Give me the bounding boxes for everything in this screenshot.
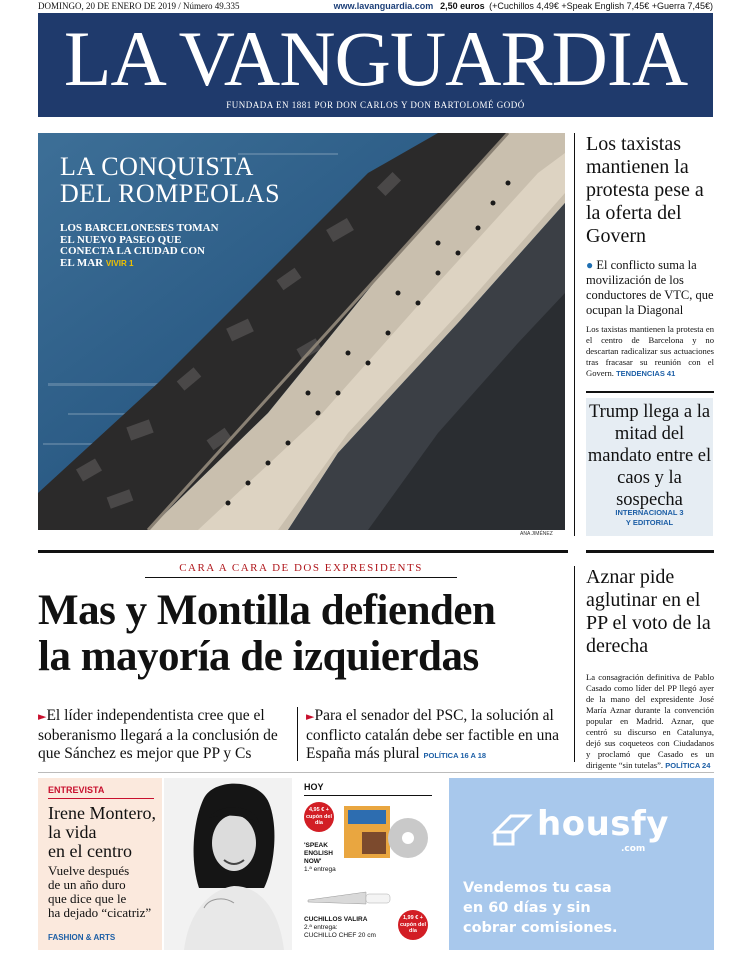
promos-today[interactable] bbox=[298, 778, 438, 950]
english-title-line1: 'SPEAK bbox=[304, 842, 328, 849]
aznar-headline[interactable]: Aznar pide aglutinar en el PP el voto de la derecha bbox=[586, 566, 711, 657]
main-headline[interactable] bbox=[38, 588, 568, 680]
aznar-body-text: La consagración definitiva de Pablo Casado como líder del PP llegó ayer de la mano del expresidente José María Aznar durante la convención popular en Madrid. Aznar, que centró su discurso en Catalunya, dejó sus coqueteos con Ciudadanos y proclamó que Casado es un dirigente “sin tutelas”. bbox=[586, 672, 714, 770]
deck-divider bbox=[297, 707, 298, 761]
promos-heading: HOY bbox=[304, 782, 324, 792]
knife-sub1: 2.ª entrega: bbox=[304, 924, 338, 931]
interview-section[interactable]: FASHION & ARTS bbox=[48, 933, 116, 942]
site-url-link[interactable]: www.lavanguardia.com bbox=[333, 1, 434, 11]
masthead bbox=[38, 13, 713, 117]
column-divider bbox=[574, 133, 575, 536]
interview-tag: ENTREVISTA bbox=[48, 785, 105, 795]
main-headline-line2: la mayoría de izquierdas bbox=[38, 633, 479, 680]
aznar-body bbox=[586, 672, 714, 771]
interview-name bbox=[48, 804, 156, 861]
photo-title bbox=[60, 153, 280, 207]
deck-mas bbox=[38, 707, 296, 764]
trump-headline[interactable]: Trump llega a la mitad del mandato entre el caos y la sospecha bbox=[587, 402, 712, 510]
trump-section-ref[interactable] bbox=[586, 508, 713, 528]
english-promo-text bbox=[304, 842, 336, 874]
photo-title-line2: DEL ROMPEOLAS bbox=[60, 179, 281, 208]
taxi-lead-text: El conflicto suma la movilización de los conductores de VTC, que ocupan la Diagonal bbox=[586, 258, 714, 317]
housfy-domain: .com bbox=[621, 844, 646, 854]
knife-promo-text bbox=[304, 916, 376, 940]
deck-montilla-text: Para el senador del PSC, la solución al conflicto catalán debe ser factible en una España más plural bbox=[306, 707, 560, 762]
knife-icon bbox=[306, 886, 392, 912]
trump-ref-line2: Y EDITORIAL bbox=[625, 518, 674, 527]
main-story-rule bbox=[38, 550, 568, 553]
slogan-line1: Vendemos tu casa bbox=[463, 880, 612, 896]
trump-story[interactable] bbox=[586, 398, 713, 536]
english-sub: 1.ª entrega bbox=[304, 866, 336, 873]
price-extras: (+Cuchillos 4,49€ +Speak English 7,45€ +Guerra 7,45€) bbox=[489, 1, 713, 11]
interview-desc-line1: Vuelve después bbox=[48, 863, 130, 878]
photo-title-line1: LA CONQUISTA bbox=[60, 152, 254, 181]
column-divider-lower bbox=[574, 566, 575, 762]
tag-underline bbox=[48, 798, 154, 799]
english-title-line3: NOW' bbox=[304, 858, 322, 865]
portrait-photo bbox=[164, 778, 292, 950]
newspaper-logo[interactable]: LA VANGUARDIA bbox=[63, 15, 688, 102]
deck-mas-text: El líder independentista cree que el soberanismo llegará a la conclusión de que Sánchez es mejor que PP y Cs bbox=[38, 707, 278, 762]
taxi-section-ref[interactable]: TENDENCIAS 41 bbox=[616, 369, 676, 378]
english-title-line2: ENGLISH bbox=[304, 850, 333, 857]
photo-credit: ANA JIMÉNEZ bbox=[520, 531, 553, 537]
interview-teaser[interactable] bbox=[38, 778, 162, 950]
taxi-body-text: Los taxistas mantienen la protesta en el centro de Barcelona y no descartan radicalizar sus actuaciones tras fracasar su reunión con el Govern. bbox=[586, 324, 714, 378]
interview-desc-line2: de un año duro bbox=[48, 877, 126, 892]
photo-subtitle bbox=[60, 223, 220, 269]
price: 2,50 euros bbox=[440, 1, 485, 11]
promos-rule bbox=[304, 795, 432, 796]
knife-sub2: CUCHILLO CHEF 20 cm bbox=[304, 932, 376, 939]
taxi-lead bbox=[586, 258, 714, 318]
divider bbox=[586, 391, 714, 393]
housfy-slogan bbox=[463, 878, 618, 938]
slogan-line2: en 60 días y sin bbox=[463, 900, 591, 916]
aznar-section-ref[interactable]: POLÍTICA 24 bbox=[665, 761, 711, 770]
interview-name-line3: en el centro bbox=[48, 841, 132, 861]
portrait-illustration bbox=[164, 778, 292, 950]
triangle-bullet-icon: ► bbox=[38, 710, 47, 723]
aznar-story[interactable] bbox=[586, 566, 714, 771]
main-section-ref[interactable]: POLÍTICA 16 A 18 bbox=[423, 751, 487, 760]
interview-name-line2: la vida bbox=[48, 822, 97, 842]
main-kicker: CARA A CARA DE DOS EXPRESIDENTS bbox=[145, 560, 457, 578]
aznar-rule bbox=[586, 550, 714, 553]
photo-section-ref[interactable]: VIVIR 1 bbox=[105, 258, 134, 268]
price-badge-knives: 1,99 € + cupón del día bbox=[398, 910, 428, 940]
housfy-ad[interactable] bbox=[449, 778, 714, 950]
interview-desc-line4: ha dejado “cicatriz” bbox=[48, 905, 152, 920]
date-bar bbox=[38, 0, 713, 12]
deck-montilla bbox=[306, 707, 574, 766]
interview-desc bbox=[48, 864, 151, 920]
triangle-bullet-icon: ► bbox=[306, 710, 315, 723]
trump-ref-line1: INTERNACIONAL 3 bbox=[615, 508, 684, 517]
main-headline-line1: Mas y Montilla defienden bbox=[38, 587, 496, 634]
bullet-icon: ● bbox=[586, 258, 594, 272]
issue-date: DOMINGO, 20 DE ENERO DE 2019 / Número 49.335 bbox=[38, 1, 240, 11]
founded-line: FUNDADA EN 1881 POR DON CARLOS Y DON BARTOLOMÉ GODÓ bbox=[226, 100, 525, 110]
knife-title: CUCHILLOS VALIRA bbox=[304, 916, 368, 923]
speak-english-product-icon bbox=[342, 802, 432, 862]
photo-subtitle-text: LOS BARCELONESES TOMAN EL NUEVO PASEO QUE CONECTA LA CIUDAD CON EL MAR bbox=[60, 222, 219, 269]
slogan-line3: cobrar comisiones. bbox=[463, 920, 618, 936]
housfy-logo-icon bbox=[491, 808, 533, 850]
interview-name-line1: Irene Montero, bbox=[48, 803, 156, 823]
bottom-band-rule bbox=[38, 772, 714, 773]
lead-photo[interactable] bbox=[38, 133, 565, 530]
price-badge-english: 4,95 € + cupón del día bbox=[304, 802, 334, 832]
housfy-brand: housfy bbox=[537, 804, 669, 844]
price-info bbox=[334, 0, 713, 12]
taxi-body bbox=[586, 324, 714, 379]
interview-desc-line3: que dice que le bbox=[48, 891, 127, 906]
taxi-story[interactable] bbox=[586, 133, 714, 379]
taxi-headline[interactable]: Los taxistas mantienen la protesta pese a la oferta del Govern bbox=[586, 133, 704, 247]
